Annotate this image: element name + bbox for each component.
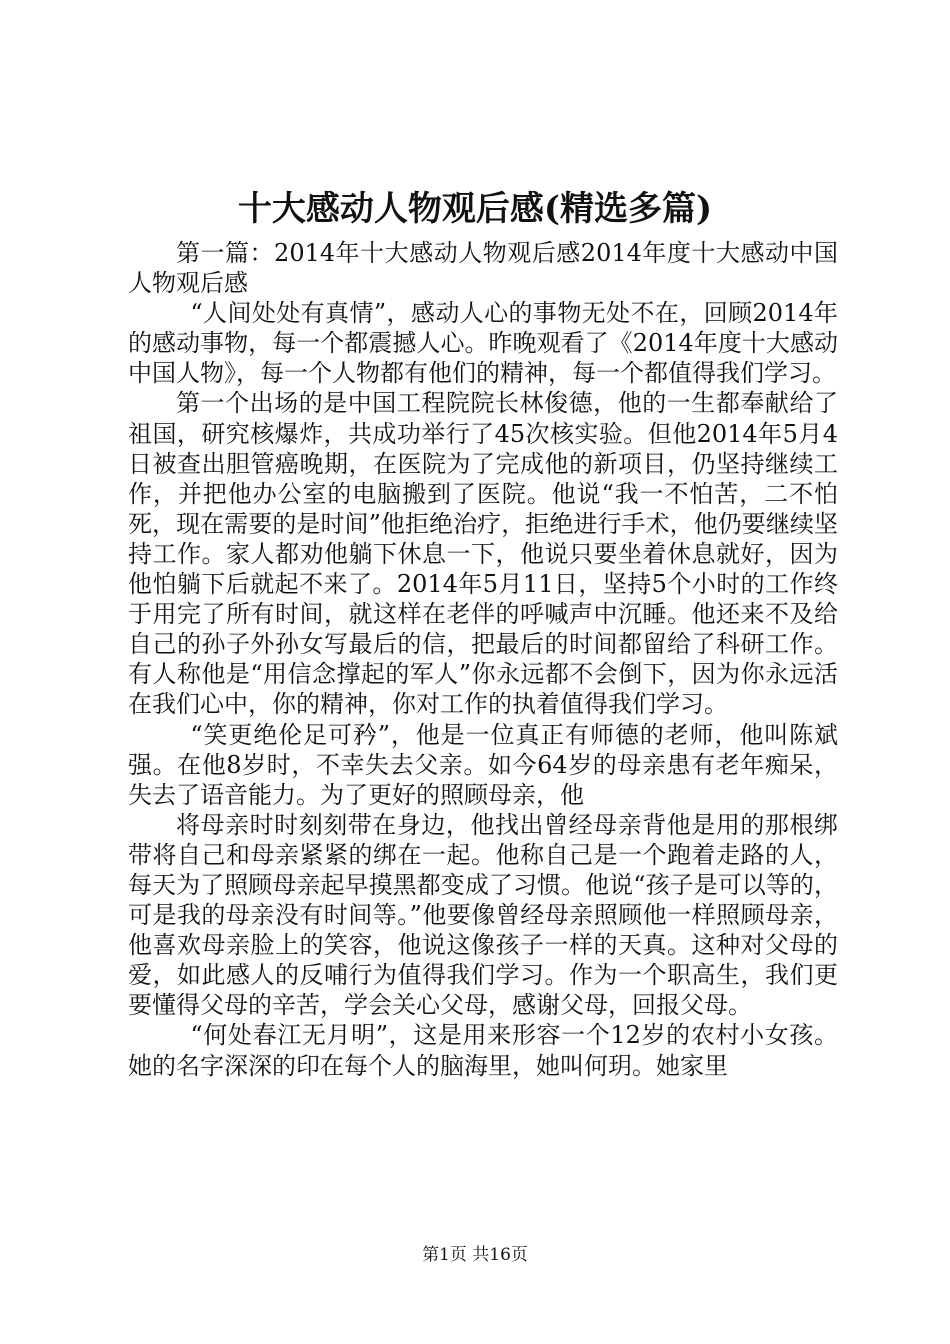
body-paragraph-4: 将母亲时时刻刻带在身边，他找出曾经母亲背他是用的那根绑带将自己和母亲紧紧的绑在一起。他称自己是一个跑着走路的人，每天为了照顾母亲起早摸黑都变成了习惯。他说“孩子是可以等的，可是我的母亲没有时间等。”他要像曾经母亲照顾他一样照顾母亲，他喜欢母亲脸上的笑容，他说这像孩子一样的天真。这种对父母的爱，如此感人的反哺行为值得我们学习。作为一个职高生，我们更要懂得父母的辛苦，学会关心父母，感谢父母，回报父母。 bbox=[128, 810, 838, 1020]
page-footer: 第1页 共16页 bbox=[422, 1245, 528, 1265]
document-body bbox=[128, 238, 838, 1081]
body-paragraph-2: 第一个出场的是中国工程院院长林俊德，他的一生都奉献给了祖国，研究核爆炸，共成功举行了45次核实验。但他2014年5月4日被查出胆管癌晚期，在医院为了完成他的新项目，仍坚持继续工作，并把他办公室的电脑搬到了医院。他说“我一不怕苦，二不怕死，现在需要的是时间”他拒绝治疗，拒绝进行手术，他仍要继续坚持工作。家人都劝他躺下休息一下，他说只要坐着休息就好，因为他怕躺下后就起不来了。2014年5月11日，坚持5个小时的工作终于用完了所有时间，就这样在老伴的呼喊声中沉睡。他还来不及给自己的孙子外孙女写最后的信，把最后的时间都留给了科研工作。有人称他是“用信念撑起的军人”你永远都不会倒下，因为你永远活在我们心中，你的精神，你对工作的执着值得我们学习。 bbox=[128, 389, 838, 719]
section-heading-paragraph: 第一篇：2014年十大感动人物观后感2014年度十大感动中国人物观后感 bbox=[128, 239, 838, 298]
body-paragraph-3: “笑更绝伦足可矜”，他是一位真正有师德的老师，他叫陈斌强。在他8岁时，不幸失去父亲。如今64岁的母亲患有老年痴呆，失去了语音能力。为了更好的照顾母亲，他 bbox=[128, 720, 838, 809]
document-title: 十大感动人物观后感(精选多篇) bbox=[237, 189, 713, 229]
body-paragraph-1: “人间处处有真情”，感动人心的事物无处不在，回顾2014年的感动事物，每一个都震撼人心。昨晚观看了《2014年度十大感动中国人物》，每一个人物都有他们的精神，每一个都值得我们学习。 bbox=[128, 299, 838, 388]
body-paragraph-5: “何处春江无月明”，这是用来形容一个12岁的农村小女孩。她的名字深深的印在每个人的脑海里，她叫何玥。她家里 bbox=[128, 1021, 838, 1080]
